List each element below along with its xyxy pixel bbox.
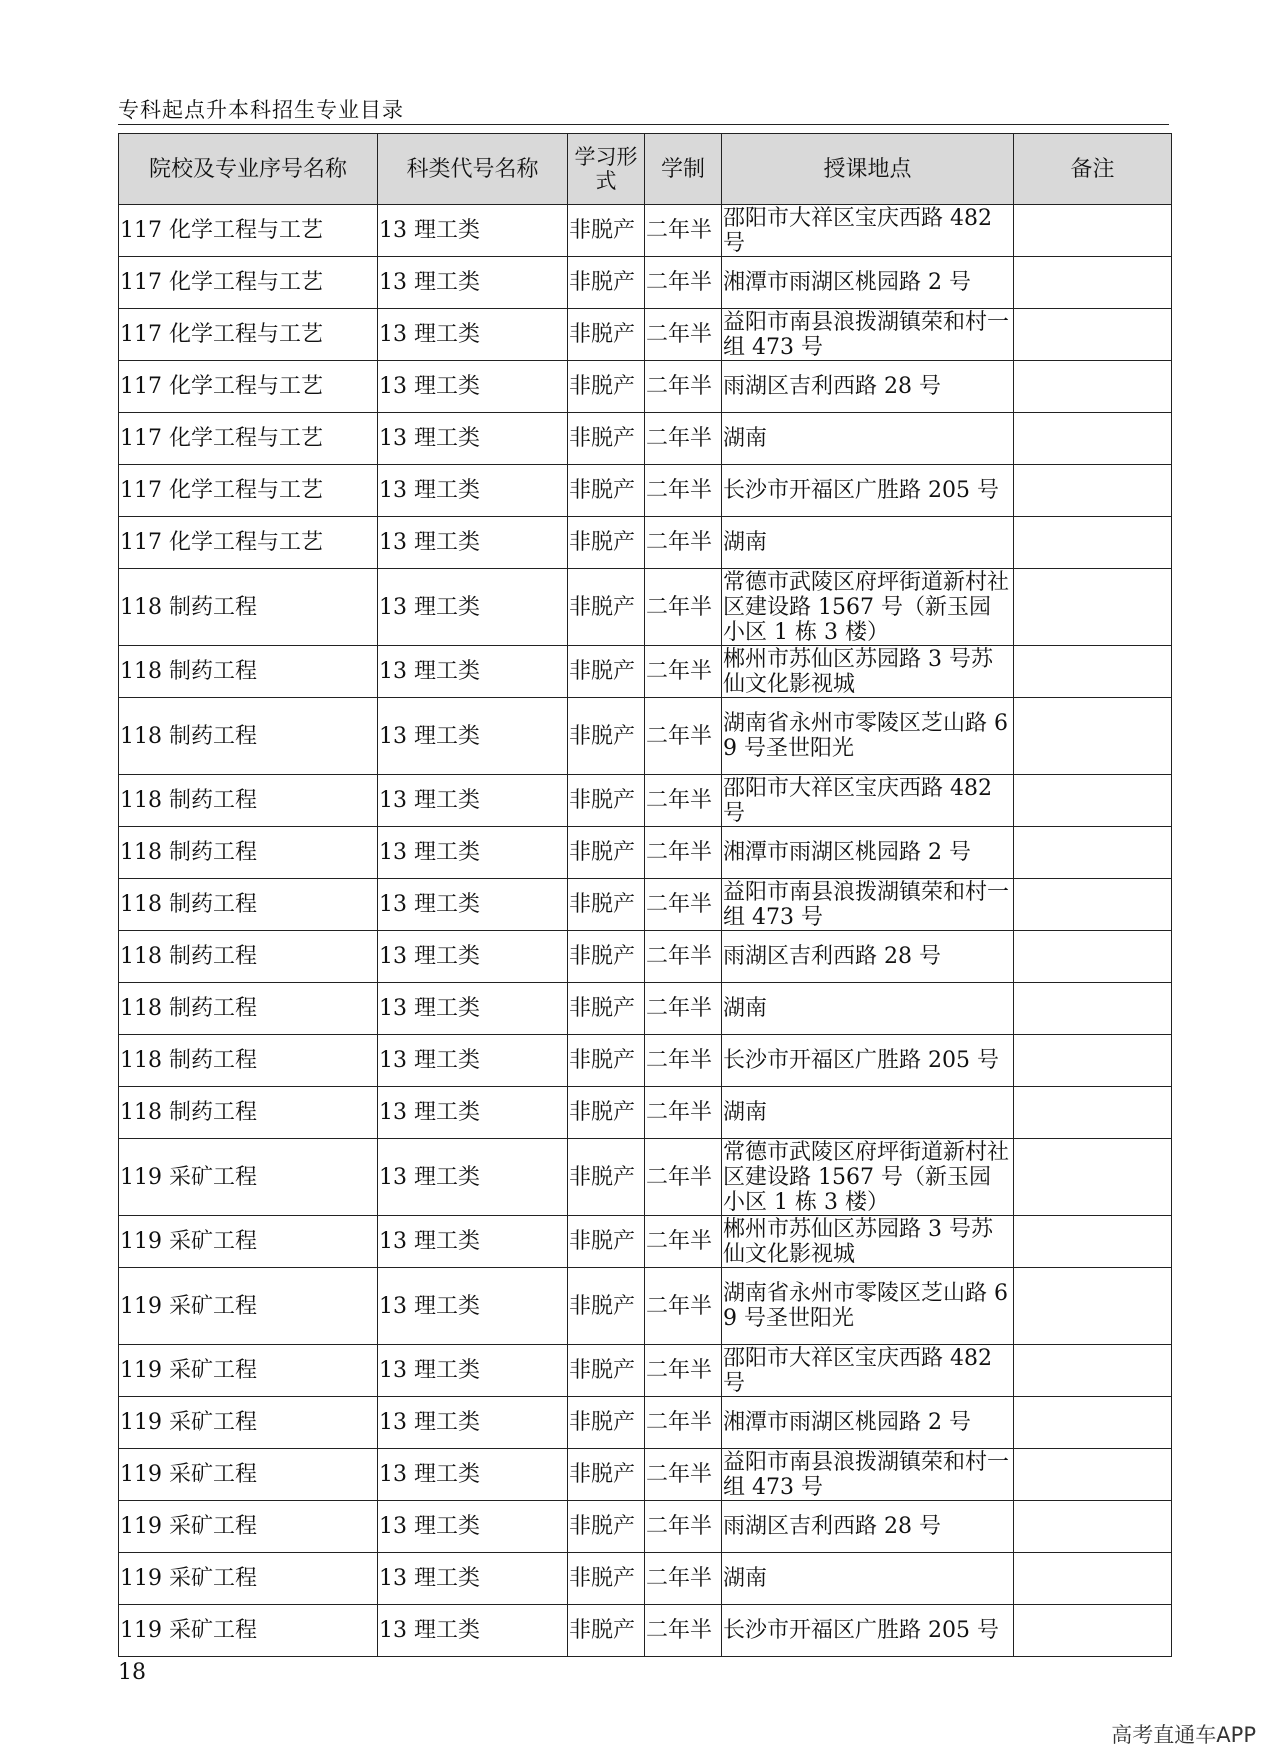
table-row [119, 1605, 1172, 1657]
cell-remarks [1014, 1268, 1172, 1345]
cell-remarks [1014, 983, 1172, 1035]
cell-major: 117 化学工程与工艺 [119, 465, 378, 517]
cell-major: 118 制药工程 [119, 1035, 378, 1087]
cell-remarks [1014, 1397, 1172, 1449]
cell-remarks [1014, 931, 1172, 983]
cell-duration: 二年半 [645, 257, 722, 309]
cell-study-mode: 非脱产 [568, 465, 645, 517]
cell-remarks [1014, 1605, 1172, 1657]
table-row [119, 1553, 1172, 1605]
cell-remarks [1014, 361, 1172, 413]
table-row [119, 1216, 1172, 1268]
cell-location: 湖南省永州市零陵区芝山路 69 号圣世阳光 [722, 698, 1014, 775]
cell-location: 常德市武陵区府坪街道新村社区建设路 1567 号（新玉园小区 1 栋 3 楼） [722, 1139, 1014, 1216]
table-row [119, 931, 1172, 983]
cell-study-mode: 非脱产 [568, 1139, 645, 1216]
table-row [119, 413, 1172, 465]
cell-category: 13 理工类 [378, 257, 568, 309]
cell-major: 119 采矿工程 [119, 1268, 378, 1345]
cell-category: 13 理工类 [378, 698, 568, 775]
cell-duration: 二年半 [645, 698, 722, 775]
table-row [119, 983, 1172, 1035]
cell-major: 118 制药工程 [119, 827, 378, 879]
cell-category: 13 理工类 [378, 646, 568, 698]
cell-category: 13 理工类 [378, 309, 568, 361]
cell-study-mode: 非脱产 [568, 569, 645, 646]
cell-remarks [1014, 465, 1172, 517]
watermark: 高考直通车APP [1111, 1723, 1256, 1747]
cell-remarks [1014, 1345, 1172, 1397]
table-row [119, 775, 1172, 827]
cell-major: 119 采矿工程 [119, 1139, 378, 1216]
cell-category: 13 理工类 [378, 1605, 568, 1657]
cell-duration: 二年半 [645, 361, 722, 413]
cell-duration: 二年半 [645, 1449, 722, 1501]
cell-major: 118 制药工程 [119, 983, 378, 1035]
table-row [119, 517, 1172, 569]
table-row [119, 1087, 1172, 1139]
cell-category: 13 理工类 [378, 569, 568, 646]
cell-study-mode: 非脱产 [568, 879, 645, 931]
cell-duration: 二年半 [645, 827, 722, 879]
cell-study-mode: 非脱产 [568, 1501, 645, 1553]
cell-category: 13 理工类 [378, 983, 568, 1035]
cell-remarks [1014, 775, 1172, 827]
cell-location: 雨湖区吉利西路 28 号 [722, 931, 1014, 983]
cell-location: 常德市武陵区府坪街道新村社区建设路 1567 号（新玉园小区 1 栋 3 楼） [722, 569, 1014, 646]
cell-major: 117 化学工程与工艺 [119, 413, 378, 465]
cell-major: 119 采矿工程 [119, 1397, 378, 1449]
cell-category: 13 理工类 [378, 1397, 568, 1449]
page-header-title: 专科起点升本科招生专业目录 [118, 98, 404, 122]
cell-remarks [1014, 646, 1172, 698]
col-header-category: 科类代号名称 [378, 134, 568, 205]
table-row [119, 646, 1172, 698]
cell-duration: 二年半 [645, 517, 722, 569]
cell-duration: 二年半 [645, 1087, 722, 1139]
cell-category: 13 理工类 [378, 1501, 568, 1553]
cell-duration: 二年半 [645, 569, 722, 646]
cell-category: 13 理工类 [378, 1139, 568, 1216]
cell-duration: 二年半 [645, 309, 722, 361]
cell-study-mode: 非脱产 [568, 413, 645, 465]
cell-location: 湘潭市雨湖区桃园路 2 号 [722, 257, 1014, 309]
cell-location: 湖南省永州市零陵区芝山路 69 号圣世阳光 [722, 1268, 1014, 1345]
table-body [119, 205, 1172, 1657]
cell-study-mode: 非脱产 [568, 698, 645, 775]
cell-duration: 二年半 [645, 465, 722, 517]
col-header-study-mode: 学习形式 [568, 134, 645, 205]
cell-location: 益阳市南县浪拨湖镇荣和村一组 473 号 [722, 879, 1014, 931]
cell-remarks [1014, 879, 1172, 931]
cell-remarks [1014, 698, 1172, 775]
cell-category: 13 理工类 [378, 1268, 568, 1345]
cell-remarks [1014, 309, 1172, 361]
cell-location: 益阳市南县浪拨湖镇荣和村一组 473 号 [722, 1449, 1014, 1501]
cell-study-mode: 非脱产 [568, 1035, 645, 1087]
major-catalog-table [118, 133, 1172, 1657]
cell-study-mode: 非脱产 [568, 1553, 645, 1605]
cell-category: 13 理工类 [378, 1449, 568, 1501]
cell-category: 13 理工类 [378, 465, 568, 517]
cell-major: 117 化学工程与工艺 [119, 309, 378, 361]
table-row [119, 1345, 1172, 1397]
cell-major: 119 采矿工程 [119, 1449, 378, 1501]
cell-duration: 二年半 [645, 1345, 722, 1397]
cell-location: 湖南 [722, 1553, 1014, 1605]
cell-remarks [1014, 1501, 1172, 1553]
cell-duration: 二年半 [645, 1035, 722, 1087]
cell-location: 郴州市苏仙区苏园路 3 号苏仙文化影视城 [722, 1216, 1014, 1268]
col-header-location: 授课地点 [722, 134, 1014, 205]
cell-location: 湖南 [722, 413, 1014, 465]
cell-category: 13 理工类 [378, 775, 568, 827]
cell-location: 湘潭市雨湖区桃园路 2 号 [722, 827, 1014, 879]
cell-remarks [1014, 1216, 1172, 1268]
cell-location: 湘潭市雨湖区桃园路 2 号 [722, 1397, 1014, 1449]
cell-study-mode: 非脱产 [568, 205, 645, 257]
cell-major: 118 制药工程 [119, 931, 378, 983]
cell-location: 长沙市开福区广胜路 205 号 [722, 1605, 1014, 1657]
cell-location: 长沙市开福区广胜路 205 号 [722, 465, 1014, 517]
table-row [119, 205, 1172, 257]
cell-category: 13 理工类 [378, 1087, 568, 1139]
cell-location: 湖南 [722, 517, 1014, 569]
cell-study-mode: 非脱产 [568, 1268, 645, 1345]
col-header-duration: 学制 [645, 134, 722, 205]
cell-category: 13 理工类 [378, 1216, 568, 1268]
header-divider [118, 124, 1169, 125]
cell-major: 118 制药工程 [119, 879, 378, 931]
cell-category: 13 理工类 [378, 413, 568, 465]
cell-category: 13 理工类 [378, 517, 568, 569]
cell-duration: 二年半 [645, 205, 722, 257]
cell-study-mode: 非脱产 [568, 257, 645, 309]
cell-study-mode: 非脱产 [568, 517, 645, 569]
table-row [119, 465, 1172, 517]
cell-major: 119 采矿工程 [119, 1553, 378, 1605]
cell-study-mode: 非脱产 [568, 983, 645, 1035]
cell-location: 邵阳市大祥区宝庆西路 482 号 [722, 775, 1014, 827]
cell-duration: 二年半 [645, 983, 722, 1035]
cell-duration: 二年半 [645, 413, 722, 465]
cell-major: 118 制药工程 [119, 775, 378, 827]
cell-remarks [1014, 1449, 1172, 1501]
cell-duration: 二年半 [645, 1397, 722, 1449]
cell-remarks [1014, 257, 1172, 309]
cell-major: 118 制药工程 [119, 569, 378, 646]
cell-major: 117 化学工程与工艺 [119, 361, 378, 413]
cell-study-mode: 非脱产 [568, 827, 645, 879]
cell-major: 119 采矿工程 [119, 1345, 378, 1397]
cell-major: 118 制药工程 [119, 1087, 378, 1139]
cell-duration: 二年半 [645, 775, 722, 827]
cell-duration: 二年半 [645, 1216, 722, 1268]
cell-study-mode: 非脱产 [568, 361, 645, 413]
page-number: 18 [118, 1660, 146, 1685]
cell-location: 湖南 [722, 983, 1014, 1035]
cell-category: 13 理工类 [378, 361, 568, 413]
cell-category: 13 理工类 [378, 827, 568, 879]
table-row [119, 1035, 1172, 1087]
cell-duration: 二年半 [645, 879, 722, 931]
cell-remarks [1014, 1087, 1172, 1139]
cell-major: 117 化学工程与工艺 [119, 205, 378, 257]
cell-category: 13 理工类 [378, 879, 568, 931]
cell-study-mode: 非脱产 [568, 1216, 645, 1268]
cell-duration: 二年半 [645, 1501, 722, 1553]
cell-major: 117 化学工程与工艺 [119, 257, 378, 309]
table-row [119, 569, 1172, 646]
cell-duration: 二年半 [645, 1268, 722, 1345]
cell-duration: 二年半 [645, 1553, 722, 1605]
cell-location: 雨湖区吉利西路 28 号 [722, 1501, 1014, 1553]
table-row [119, 257, 1172, 309]
cell-location: 长沙市开福区广胜路 205 号 [722, 1035, 1014, 1087]
table-row [119, 1397, 1172, 1449]
cell-major: 119 采矿工程 [119, 1605, 378, 1657]
col-header-remarks: 备注 [1014, 134, 1172, 205]
cell-study-mode: 非脱产 [568, 1397, 645, 1449]
cell-remarks [1014, 205, 1172, 257]
cell-remarks [1014, 827, 1172, 879]
cell-category: 13 理工类 [378, 1345, 568, 1397]
table-row [119, 1501, 1172, 1553]
cell-major: 118 制药工程 [119, 646, 378, 698]
table-row [119, 879, 1172, 931]
cell-study-mode: 非脱产 [568, 931, 645, 983]
cell-study-mode: 非脱产 [568, 1087, 645, 1139]
table-row [119, 309, 1172, 361]
col-header-major: 院校及专业序号名称 [119, 134, 378, 205]
cell-study-mode: 非脱产 [568, 1605, 645, 1657]
cell-study-mode: 非脱产 [568, 309, 645, 361]
table-row [119, 1449, 1172, 1501]
cell-major: 119 采矿工程 [119, 1216, 378, 1268]
cell-remarks [1014, 1139, 1172, 1216]
table-row [119, 1139, 1172, 1216]
cell-category: 13 理工类 [378, 1035, 568, 1087]
cell-duration: 二年半 [645, 931, 722, 983]
table-row [119, 698, 1172, 775]
cell-study-mode: 非脱产 [568, 1449, 645, 1501]
cell-remarks [1014, 413, 1172, 465]
table-row [119, 1268, 1172, 1345]
cell-duration: 二年半 [645, 1139, 722, 1216]
cell-major: 119 采矿工程 [119, 1501, 378, 1553]
cell-remarks [1014, 517, 1172, 569]
cell-remarks [1014, 1035, 1172, 1087]
cell-location: 邵阳市大祥区宝庆西路 482 号 [722, 1345, 1014, 1397]
cell-location: 湖南 [722, 1087, 1014, 1139]
cell-study-mode: 非脱产 [568, 1345, 645, 1397]
cell-location: 雨湖区吉利西路 28 号 [722, 361, 1014, 413]
cell-category: 13 理工类 [378, 205, 568, 257]
table-row [119, 827, 1172, 879]
table-row [119, 361, 1172, 413]
cell-category: 13 理工类 [378, 1553, 568, 1605]
cell-study-mode: 非脱产 [568, 646, 645, 698]
cell-duration: 二年半 [645, 1605, 722, 1657]
cell-category: 13 理工类 [378, 931, 568, 983]
cell-location: 郴州市苏仙区苏园路 3 号苏仙文化影视城 [722, 646, 1014, 698]
cell-study-mode: 非脱产 [568, 775, 645, 827]
table-header-row [119, 134, 1172, 205]
cell-major: 118 制药工程 [119, 698, 378, 775]
cell-remarks [1014, 569, 1172, 646]
cell-major: 117 化学工程与工艺 [119, 517, 378, 569]
cell-location: 邵阳市大祥区宝庆西路 482 号 [722, 205, 1014, 257]
cell-location: 益阳市南县浪拨湖镇荣和村一组 473 号 [722, 309, 1014, 361]
cell-duration: 二年半 [645, 646, 722, 698]
cell-remarks [1014, 1553, 1172, 1605]
